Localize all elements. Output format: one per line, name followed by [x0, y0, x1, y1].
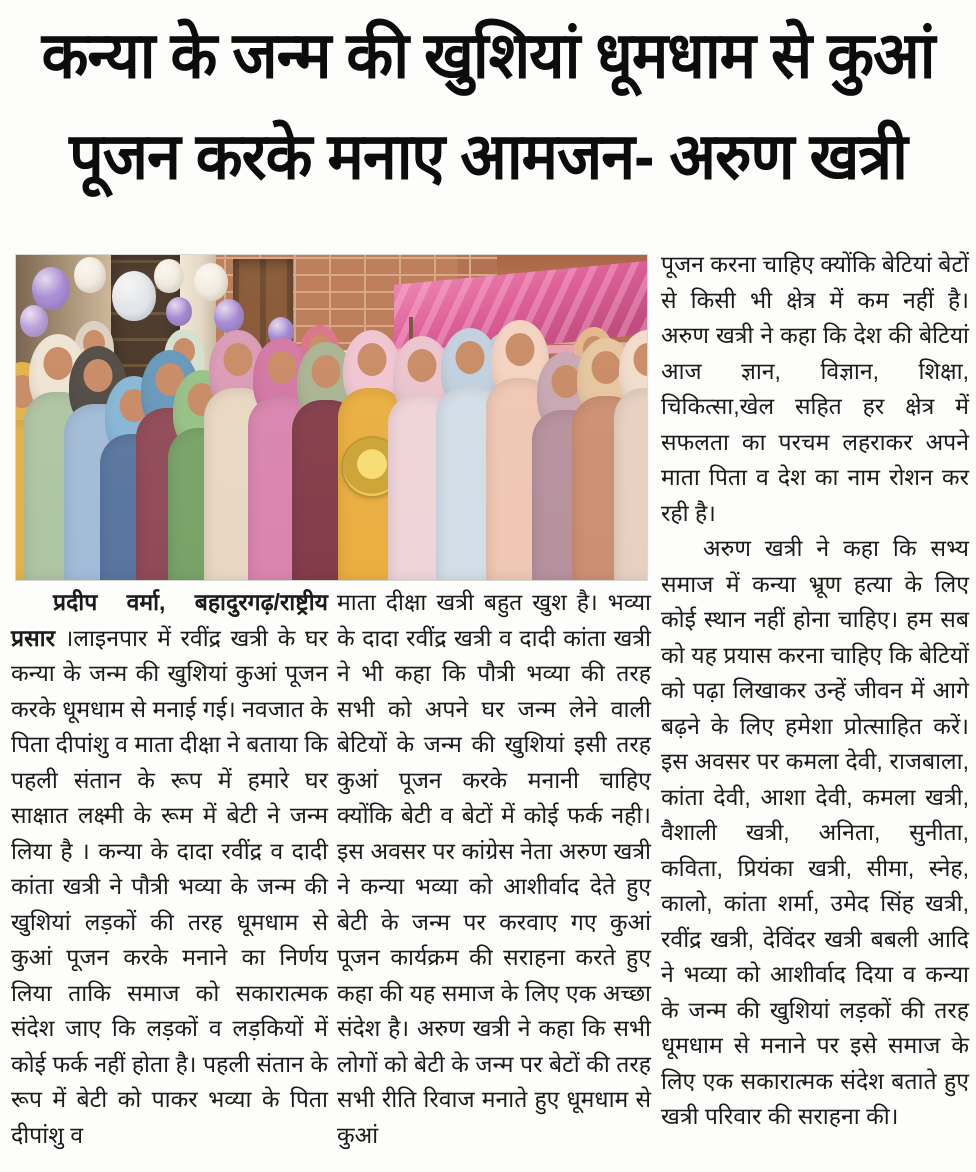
ceremony-photo: [15, 254, 648, 581]
middle-column-text: माता दीक्षा खत्री बहुत खुश है। भव्या के दादा रवींद्र खत्री व दादी कांता खत्री ने भी कहा कि पौत्री भव्या की तरह सभी को अपने घर जन्म लेने वाली बेटियों के जन्म की खुशियां इसी तरह कुआं पूजन करके मनानी चाहिए क्योंकि बेटी व बेटों में कोई फर्क नही। इस अवसर पर कांग्रेस नेता अरुण खत्री ने कन्या भव्या को आशीर्वाद देते हुए बेटी के जन्म पर करवाए गए कुआं पूजन कार्यक्रम की सराहना करते हुए कहा की यह समाज के लिए एक अच्छा संदेश है। अरुण खत्री ने कहा कि सभी लोगों को बेटी के जन्म पर बेटों की तरह सभी रीति रिवाज मनाते हुए धूमधाम से कुआं: [337, 589, 651, 1148]
right-column-paragraph-2: अरुण खत्री ने कहा कि सभ्य समाज में कन्या भ्रूण हत्या के लिए कोई स्थान नहीं होना चाहिए। हम सब को यह प्रयास करना चाहिए कि बेटियों को पढ़ा लिखाकर उन्हें जीवन में आगे बढ़ने के लिए हमेशा प्रोत्साहित करें। इस अवसर पर कमला देवी, राजबाला, कांता देवी, आशा देवी, कमला खत्री, वैशाली खत्री, अनिता, सुनीता, कविता, प्रियंका खत्री, सीमा, स्नेह, कालो, कांता शर्मा, उमेद सिंह खत्री, रवींद्र खत्री, देविंदर खत्री बबली आदि ने भव्या को आशीर्वाद दिया व कन्या के जन्म की खुशियां लड़कों की तरह धूमधाम से मनाने पर इसे समाज के लिए एक सकारात्मक संदेश बताते हुए खत्री परिवार की सराहना की।: [661, 535, 969, 1129]
balloon: [154, 259, 184, 293]
balloon: [20, 305, 48, 337]
headline: [0, 2, 976, 204]
person-head: [408, 349, 437, 382]
column-middle: [337, 585, 651, 1153]
person-head: [456, 341, 485, 374]
dress: [614, 388, 648, 581]
balloon: [214, 299, 244, 333]
left-column-text: ।लाइनपार में रवींद्र खत्री के घर कन्या के जन्म की खुशियां कुआं पूजन करके धूमधाम से मनाई गई। नवजात के पिता दीपांशु व माता दीक्षा ने बताया कि पहली संतान के रूप में हमारे घर साक्षात लक्ष्मी के रूम में बेटी ने जन्म लिया है । कन्या के दादा रवींद्र व दादी कांता खत्री ने पौत्री भव्या के जन्म की खुशियां लड़कों की तरह धूमधाम से कुआं पूजन करके मनाने का निर्णय लिया ताकि समाज को सकारात्मक संदेश जाए कि लड़कों व लड़कियों में कोई फर्क नहीं होता है। पहली संतान के रूप में बेटी को पाकर भव्या के पिता दीपांशु व: [11, 624, 328, 1148]
byline: प्रदीप वर्मा, बहादुरगढ़/राष्ट्रीय प्रसार: [11, 589, 328, 651]
left-column-paragraph: [11, 585, 328, 1153]
column-right: [661, 247, 969, 1135]
column-left: [11, 585, 328, 1153]
balloon: [74, 257, 106, 293]
headline-line1: कन्या के जन्म की खुशियां धूमधाम से कुआं: [41, 18, 935, 92]
headline-line2: पूजन करके मनाए आमजन- अरुण खत्री: [69, 119, 907, 193]
balloon: [166, 297, 192, 326]
balloon: [112, 271, 156, 321]
person-head: [358, 343, 387, 376]
right-column-paragraph-1: पूजन करना चाहिए क्योंकि बेटियां बेटों से किसी भी क्षेत्र में कम नहीं है। अरुण खत्री ने कहा कि देश की बेटियां आज ज्ञान, विज्ञान, शिक्षा, चिकित्सा,खेल सहित हर क्षेत्र में सफलता का परचम लहराकर अपने माता पिता व देश का नाम रोशन कर रही है।: [661, 251, 969, 526]
woman-figure: [612, 330, 648, 580]
balloon: [194, 263, 228, 301]
balloon: [32, 267, 70, 310]
